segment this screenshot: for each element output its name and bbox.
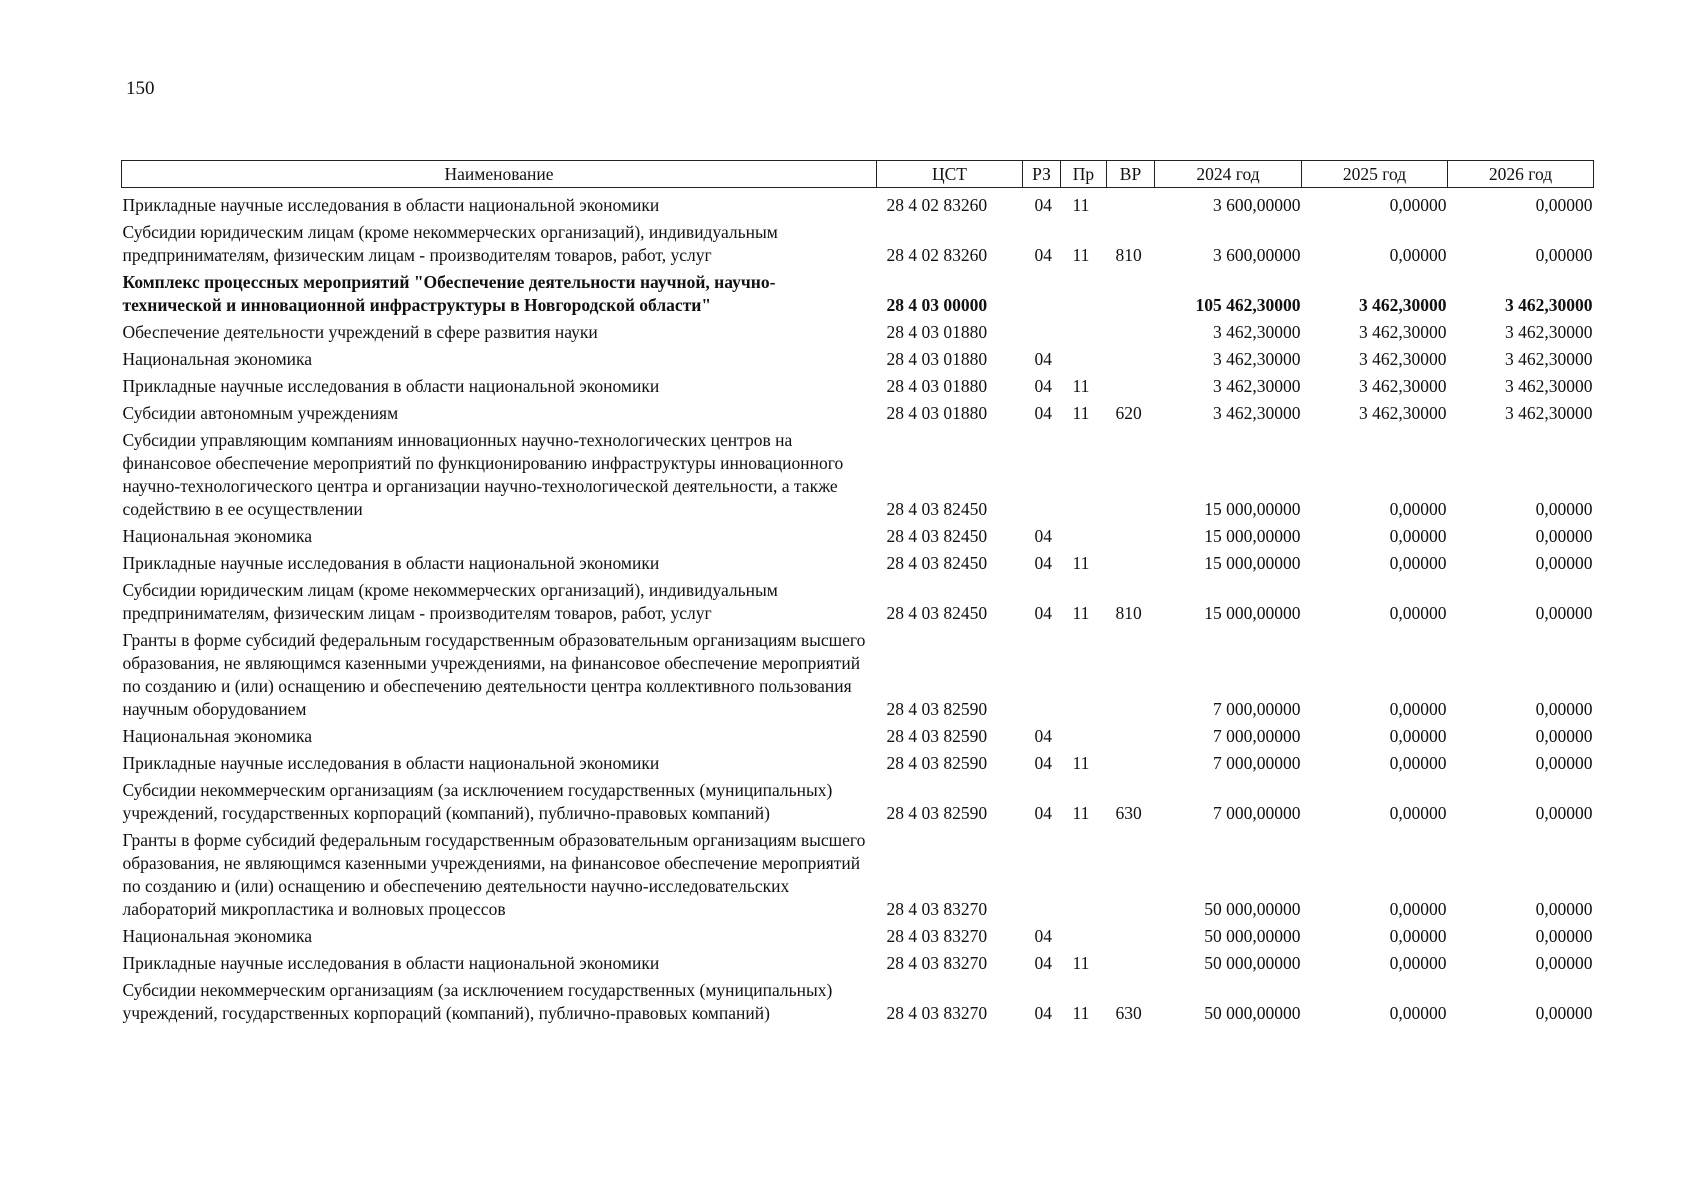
table-row [122,400,1594,427]
table-row [122,923,1594,950]
cell-2026: 0,00000 [1535,195,1593,215]
cell-2025: 0,00000 [1389,899,1447,919]
cell-pr: 11 [1072,553,1090,573]
cell-name: Национальная экономика [122,349,313,369]
cell-2024: 3 600,00000 [1213,195,1301,215]
cell-name: Субсидии автономным учреждениям [122,403,399,423]
cell-rz: 04 [1034,376,1052,396]
cell-pr [1061,269,1107,319]
table-row [122,950,1594,977]
cell-pr: 11 [1072,1003,1090,1023]
cell-2026: 0,00000 [1535,553,1593,573]
header-2025: 2025 год [1302,161,1448,188]
table-body [122,188,1594,1028]
cell-2024: 15 000,00000 [1204,499,1301,519]
cell-2026: 3 462,30000 [1505,403,1593,423]
cell-pr: 11 [1072,245,1090,265]
cell-rz: 04 [1034,195,1052,215]
table-row [122,977,1594,1027]
cell-vr: 630 [1115,803,1142,823]
cell-2024: 50 000,00000 [1204,926,1301,946]
cell-vr: 620 [1115,403,1142,423]
cell-2026: 0,00000 [1535,245,1593,265]
table-row [122,373,1594,400]
table-row [122,750,1594,777]
cell-code: 28 4 03 82590 [886,726,988,746]
cell-rz: 04 [1034,953,1052,973]
cell-name: Обеспечение деятельности учреждений в сфере развития науки [122,322,598,342]
cell-vr [1107,523,1155,550]
cell-code: 28 4 03 01880 [886,403,988,423]
cell-rz: 04 [1034,753,1052,773]
cell-2025: 0,00000 [1389,553,1447,573]
table-row [122,188,1594,220]
cell-name: Прикладные научные исследования в области национальной экономики [122,376,660,396]
header-rz: РЗ [1023,161,1061,188]
cell-2024: 50 000,00000 [1204,899,1301,919]
header-pr: Пр [1061,161,1107,188]
cell-2026: 0,00000 [1535,526,1593,546]
cell-rz: 04 [1034,403,1052,423]
cell-pr [1061,627,1107,723]
cell-2026: 0,00000 [1535,953,1593,973]
cell-pr: 11 [1072,803,1090,823]
cell-name: Прикладные научные исследования в области национальной экономики [122,553,660,573]
cell-rz [1023,319,1061,346]
budget-table [121,160,1594,1027]
cell-pr [1061,723,1107,750]
cell-2025: 0,00000 [1389,953,1447,973]
cell-code: 28 4 03 83270 [886,926,988,946]
cell-pr: 11 [1072,403,1090,423]
cell-2024: 3 462,30000 [1213,349,1301,369]
cell-rz [1023,269,1061,319]
cell-2026: 3 462,30000 [1505,322,1593,342]
cell-vr [1107,827,1155,923]
cell-2026: 0,00000 [1535,899,1593,919]
cell-2026: 0,00000 [1535,603,1593,623]
cell-vr [1107,373,1155,400]
cell-name: Гранты в форме субсидий федеральным государственным образовательным организациям высшего образования, не являющимся казенными учреждениями, на финансовое обеспечение мероприятий по созданию и (или) оснащению и обеспечению деятельности центра коллективного пользования научным оборудованием [122,630,866,719]
cell-2026: 0,00000 [1535,499,1593,519]
cell-vr [1107,923,1155,950]
cell-rz [1023,627,1061,723]
table-row [122,577,1594,627]
table-header-row [122,161,1594,188]
cell-2026: 3 462,30000 [1505,376,1593,396]
header-vr: ВР [1107,161,1155,188]
cell-name: Комплекс процессных мероприятий "Обеспечение деятельности научной, научно-технической и инновационной инфраструктуры в Новгородской области" [122,272,776,315]
cell-2025: 0,00000 [1389,603,1447,623]
cell-2026: 0,00000 [1535,803,1593,823]
cell-pr [1061,827,1107,923]
cell-name: Прикладные научные исследования в области национальной экономики [122,195,660,215]
cell-2025: 0,00000 [1389,195,1447,215]
cell-2024: 15 000,00000 [1204,553,1301,573]
cell-pr: 11 [1072,953,1090,973]
cell-name: Прикладные научные исследования в области национальной экономики [122,753,660,773]
cell-2025: 0,00000 [1389,726,1447,746]
cell-name: Прикладные научные исследования в области национальной экономики [122,953,660,973]
cell-2025: 3 462,30000 [1359,349,1447,369]
cell-rz: 04 [1034,603,1052,623]
cell-vr [1107,427,1155,523]
cell-vr [1107,319,1155,346]
page-number: 150 [126,78,155,99]
cell-pr [1061,923,1107,950]
cell-2026: 0,00000 [1535,726,1593,746]
cell-code: 28 4 03 82590 [886,753,988,773]
cell-2024: 3 600,00000 [1213,245,1301,265]
cell-rz: 04 [1034,1003,1052,1023]
cell-vr [1107,269,1155,319]
cell-vr [1107,627,1155,723]
cell-2024: 3 462,30000 [1213,376,1301,396]
cell-2024: 3 462,30000 [1213,322,1301,342]
cell-2024: 15 000,00000 [1204,603,1301,623]
cell-pr: 11 [1072,603,1090,623]
table-row [122,550,1594,577]
cell-2026: 0,00000 [1535,699,1593,719]
cell-2024: 15 000,00000 [1204,526,1301,546]
table-row [122,319,1594,346]
cell-rz: 04 [1034,803,1052,823]
table-row [122,346,1594,373]
cell-vr: 630 [1115,1003,1142,1023]
table-row [122,523,1594,550]
cell-rz: 04 [1034,726,1052,746]
cell-rz: 04 [1034,245,1052,265]
cell-2026: 0,00000 [1535,1003,1593,1023]
table-row [122,627,1594,723]
cell-pr: 11 [1072,753,1090,773]
cell-vr [1107,723,1155,750]
cell-code: 28 4 03 82450 [886,553,988,573]
cell-code: 28 4 03 82590 [886,699,988,719]
cell-name: Субсидии юридическим лицам (кроме некоммерческих организаций), индивидуальным предпринимателям, физическим лицам - производителям товаров, работ, услуг [122,580,778,623]
table-row [122,777,1594,827]
cell-name: Национальная экономика [122,726,313,746]
cell-pr: 11 [1072,376,1090,396]
cell-rz: 04 [1034,526,1052,546]
cell-2024: 50 000,00000 [1204,953,1301,973]
cell-2026: 3 462,30000 [1505,295,1593,315]
cell-code: 28 4 03 83270 [886,1003,988,1023]
cell-2024: 3 462,30000 [1213,403,1301,423]
cell-2026: 0,00000 [1535,926,1593,946]
cell-code: 28 4 03 00000 [886,295,988,315]
cell-name: Гранты в форме субсидий федеральным государственным образовательным организациям высшего образования, не являющимся казенными учреждениями, на финансовое обеспечение мероприятий по созданию и (или) оснащению и обеспечению деятельности научно-исследовательских лабораторий микропластика и волновых процессов [122,830,866,919]
cell-code: 28 4 03 01880 [886,349,988,369]
cell-pr [1061,427,1107,523]
cell-code: 28 4 03 82450 [886,499,988,519]
cell-name: Национальная экономика [122,926,313,946]
header-name: Наименование [122,161,877,188]
cell-2025: 0,00000 [1389,1003,1447,1023]
table-row [122,219,1594,269]
cell-rz [1023,427,1061,523]
cell-name: Национальная экономика [122,526,313,546]
cell-2025: 3 462,30000 [1359,295,1447,315]
cell-vr: 810 [1115,245,1142,265]
cell-2025: 0,00000 [1389,803,1447,823]
cell-vr [1107,188,1155,220]
cell-vr [1107,750,1155,777]
cell-pr [1061,346,1107,373]
cell-pr [1061,523,1107,550]
cell-rz [1023,827,1061,923]
cell-2025: 3 462,30000 [1359,403,1447,423]
cell-2024: 7 000,00000 [1213,803,1301,823]
cell-vr: 810 [1115,603,1142,623]
table-row [122,427,1594,523]
cell-code: 28 4 03 82450 [886,603,988,623]
cell-2025: 0,00000 [1389,245,1447,265]
cell-code: 28 4 03 01880 [886,376,988,396]
cell-2024: 7 000,00000 [1213,699,1301,719]
cell-name: Субсидии некоммерческим организациям (за исключением государственных (муниципальных) учреждений, государственных корпораций (компаний), публично-правовых компаний) [122,780,833,823]
cell-name: Субсидии юридическим лицам (кроме некоммерческих организаций), индивидуальным предпринимателям, физическим лицам - производителям товаров, работ, услуг [122,222,778,265]
cell-pr [1061,319,1107,346]
cell-2024: 105 462,30000 [1195,295,1301,315]
cell-code: 28 4 03 83270 [886,899,988,919]
cell-vr [1107,346,1155,373]
cell-2026: 0,00000 [1535,753,1593,773]
cell-vr [1107,950,1155,977]
cell-rz: 04 [1034,349,1052,369]
header-2026: 2026 год [1448,161,1594,188]
cell-2025: 0,00000 [1389,699,1447,719]
table-row [122,827,1594,923]
table-row [122,269,1594,319]
cell-code: 28 4 03 01880 [886,322,988,342]
header-2024: 2024 год [1155,161,1302,188]
cell-name: Субсидии управляющим компаниям инновационных научно-технологических центров на финансовое обеспечение мероприятий по функционированию инфраструктуры инновационного научно-технологического центра и организации научно-технологической деятельности, а также содействию в ее осуществлении [122,430,844,519]
cell-rz: 04 [1034,926,1052,946]
cell-pr: 11 [1072,195,1090,215]
cell-code: 28 4 03 82450 [886,526,988,546]
cell-2025: 0,00000 [1389,753,1447,773]
cell-2024: 7 000,00000 [1213,726,1301,746]
cell-name: Субсидии некоммерческим организациям (за исключением государственных (муниципальных) учреждений, государственных корпораций (компаний), публично-правовых компаний) [122,980,833,1023]
cell-rz: 04 [1034,553,1052,573]
cell-2025: 3 462,30000 [1359,322,1447,342]
cell-2024: 7 000,00000 [1213,753,1301,773]
cell-2025: 0,00000 [1389,526,1447,546]
table-row [122,723,1594,750]
cell-2025: 0,00000 [1389,499,1447,519]
cell-2024: 50 000,00000 [1204,1003,1301,1023]
header-code: ЦСТ [877,161,1023,188]
cell-code: 28 4 03 82590 [886,803,988,823]
cell-code: 28 4 03 83270 [886,953,988,973]
cell-2026: 3 462,30000 [1505,349,1593,369]
cell-code: 28 4 02 83260 [886,195,988,215]
cell-2025: 3 462,30000 [1359,376,1447,396]
cell-code: 28 4 02 83260 [886,245,988,265]
cell-2025: 0,00000 [1389,926,1447,946]
cell-vr [1107,550,1155,577]
